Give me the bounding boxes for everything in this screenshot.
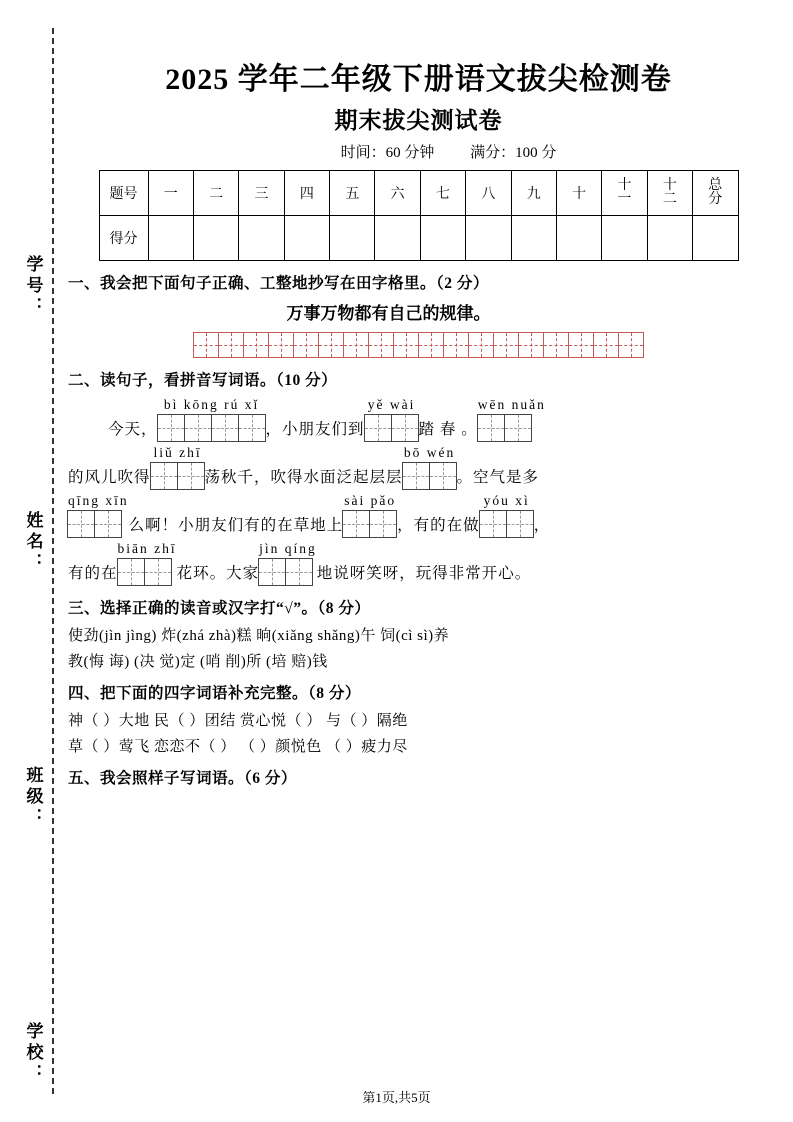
tianzige-cell[interactable] [518,332,544,358]
side-label-name: 姓名： [23,510,43,574]
tianzige-cell[interactable] [618,332,644,358]
answer-box-cell[interactable] [364,414,392,442]
pinyin-line-text: 荡秋千，吹得水面泛起层层 [204,468,403,486]
answer-boxes[interactable] [118,558,177,586]
section-three-line-2[interactable]: 教(悔 诲) (决 觉)定 (哨 削)所 (培 赔)钱 [68,654,328,670]
table-row-question-numbers [99,171,738,216]
pinyin-line [68,492,769,538]
section-three-line-1[interactable]: 使劲(jìn jìng) 炸(zhá zhà)糕 晌(xiǎng shǎng)午 饲(cì sì)养 [68,628,450,644]
answer-box-cell[interactable] [211,414,239,442]
pinyin-answer-group[interactable] [365,396,419,442]
pinyin-line-text: 么 [128,516,146,534]
answer-boxes[interactable] [478,414,546,442]
page-title: 2025 学年二年级下册语文拔尖检测卷 [165,63,672,96]
score-table-row-header-1: 题号 [99,171,148,216]
side-label-class: 班级： [23,766,43,830]
pinyin-answer-group[interactable] [68,492,129,538]
section-one-title: 一、我会把下面句子正确、工整地抄写在田字格里。（2 分） [68,275,489,292]
pinyin-answer-group[interactable] [343,492,397,538]
answer-box-cell[interactable] [258,558,286,586]
answer-boxes[interactable] [480,510,534,538]
score-col-2: 二 [193,171,238,216]
score-cell[interactable] [466,216,511,261]
section-one-sentence: 万事万物都有自己的规律。 [286,304,491,323]
binding-dashed-line [52,28,54,1094]
pinyin-line-text: ， [533,516,551,534]
score-col-3: 三 [239,171,284,216]
section-two-title: 二、读句子，看拼音写词语。（10 分） [68,372,338,389]
pinyin-line-text: 地说呀笑呀，玩得非常开心。 [316,564,532,582]
tianzige-cell[interactable] [318,332,344,358]
answer-box-cell[interactable] [369,510,397,538]
pinyin-hint: yě wài [367,397,416,412]
pinyin-line [68,396,769,442]
score-cell[interactable] [693,216,739,261]
answer-box-cell[interactable] [506,510,534,538]
answer-boxes[interactable] [158,414,266,442]
pinyin-hint: biān zhī [117,541,177,556]
answer-box-cell[interactable] [342,510,370,538]
pinyin-exercise-block [68,396,769,586]
exam-meta [68,141,769,162]
score-col-12: 十 二 [647,171,692,216]
score-col-11: 十 一 [602,171,647,216]
tianzige-cell[interactable] [368,332,394,358]
page-subtitle: 期末拔尖测试卷 [334,108,503,133]
score-cell[interactable] [556,216,601,261]
pinyin-hint: bō wén [403,445,456,460]
answer-box-cell[interactable] [117,558,145,586]
score-table-row-header-2: 得分 [99,216,148,261]
pinyin-hint: jìn qíng [259,541,317,556]
pinyin-line-text: 花环。大家 [176,564,260,582]
time-limit: 时间：60 分钟 [340,145,435,161]
tianzige-cell[interactable] [543,332,569,358]
answer-box-cell[interactable] [150,462,178,490]
answer-box-cell[interactable] [238,414,266,442]
table-row-scores [99,216,738,261]
answer-boxes[interactable] [403,462,457,490]
score-col-total: 总 分 [693,171,739,216]
tianzige-cell[interactable] [193,332,219,358]
pinyin-answer-group[interactable] [478,396,546,442]
tianzige-cell[interactable] [568,332,594,358]
score-col-5: 五 [330,171,375,216]
tianzige-grid[interactable] [68,332,769,358]
page-footer: 第1页,共5页 [362,1090,431,1105]
score-col-1: 一 [148,171,193,216]
answer-box-cell[interactable] [504,414,532,442]
answer-box-cell[interactable] [184,414,212,442]
section-four-line-1[interactable]: 神（ ）大地 民（ ）团结 赏心悦（ ） 与（ ）隔绝 [68,713,408,729]
pinyin-hint: wēn nuǎn [477,397,546,412]
pinyin-line-text: 啊！小朋友们有的在草地上 [145,516,344,534]
pinyin-answer-group[interactable] [151,444,205,490]
score-cell[interactable] [330,216,375,261]
answer-boxes[interactable] [151,462,205,490]
score-cell[interactable] [148,216,193,261]
tianzige-cell[interactable] [593,332,619,358]
score-cell[interactable] [647,216,692,261]
pinyin-answer-group[interactable] [259,540,317,586]
score-cell[interactable] [602,216,647,261]
pinyin-line-text: 踏 春 。 [418,420,478,438]
score-col-6: 六 [375,171,420,216]
answer-box-cell[interactable] [477,414,505,442]
score-cell[interactable] [193,216,238,261]
answer-box-cell[interactable] [157,414,185,442]
pinyin-line [68,444,769,490]
section-four-title: 四、把下面的四字词语补充完整。（8 分） [68,685,361,702]
pinyin-answer-group[interactable] [118,540,177,586]
answer-box-cell[interactable] [429,462,457,490]
answer-box-cell[interactable] [479,510,507,538]
section-four-line-2[interactable]: 草（ ）莺飞 恋恋不（ ） （ ）颜悦色 （ ）疲力尽 [68,739,408,755]
pinyin-line-text: 的风儿吹得 [68,468,151,486]
answer-box-cell[interactable] [285,558,313,586]
tianzige-cell[interactable] [218,332,244,358]
tianzige-cell[interactable] [293,332,319,358]
score-col-8: 八 [466,171,511,216]
score-cell[interactable] [511,216,556,261]
pinyin-hint: bì kōng rú xǐ [163,397,260,412]
section-three-title: 三、选择正确的读音或汉字打“√”。（8 分） [68,600,371,617]
pinyin-answer-group[interactable] [403,444,457,490]
answer-box-cell[interactable] [144,558,172,586]
answer-box-cell[interactable] [177,462,205,490]
score-cell[interactable] [284,216,329,261]
answer-box-cell[interactable] [94,510,122,538]
score-col-9: 九 [511,171,556,216]
pinyin-hint: sài pǎo [344,493,397,508]
answer-box-cell[interactable] [67,510,95,538]
tianzige-cell[interactable] [343,332,369,358]
tianzige-cell[interactable] [268,332,294,358]
pinyin-hint: yóu xì [483,493,530,508]
side-label-school: 学校： [23,1021,43,1085]
answer-boxes[interactable] [343,510,397,538]
pinyin-hint: qīng xīn [68,493,129,508]
score-col-10: 十 [556,171,601,216]
score-cell[interactable] [375,216,420,261]
tianzige-cell[interactable] [393,332,419,358]
pinyin-line-text: ，有的在做 [397,516,480,534]
pinyin-line-text: ，小朋友们到 [265,420,365,438]
total-score: 满分：100 分 [470,145,557,161]
score-col-7: 七 [420,171,465,216]
exam-content [68,40,769,794]
section-five-title: 五、我会照样子写词语。（6 分） [68,770,297,787]
pinyin-line-text: 今天， [108,420,158,438]
score-cell[interactable] [239,216,284,261]
pinyin-hint: liǔ zhī [153,445,202,460]
pinyin-answer-group[interactable] [158,396,266,442]
score-col-4: 四 [284,171,329,216]
pinyin-answer-group[interactable] [480,492,534,538]
tianzige-cell[interactable] [468,332,494,358]
answer-boxes[interactable] [68,510,129,538]
pinyin-line-text: 。空气是多 [456,468,540,486]
pinyin-line [68,540,769,586]
tianzige-cell[interactable] [418,332,444,358]
tianzige-cell[interactable] [443,332,469,358]
pinyin-line-text: 有的在 [68,564,118,582]
score-table [99,170,739,261]
tianzige-cell[interactable] [243,332,269,358]
score-cell[interactable] [420,216,465,261]
answer-box-cell[interactable] [402,462,430,490]
answer-boxes[interactable] [365,414,419,442]
side-label-student-id: 学号： [23,255,43,318]
answer-box-cell[interactable] [391,414,419,442]
side-label-column [18,255,48,1085]
tianzige-cell[interactable] [493,332,519,358]
answer-boxes[interactable] [259,558,317,586]
